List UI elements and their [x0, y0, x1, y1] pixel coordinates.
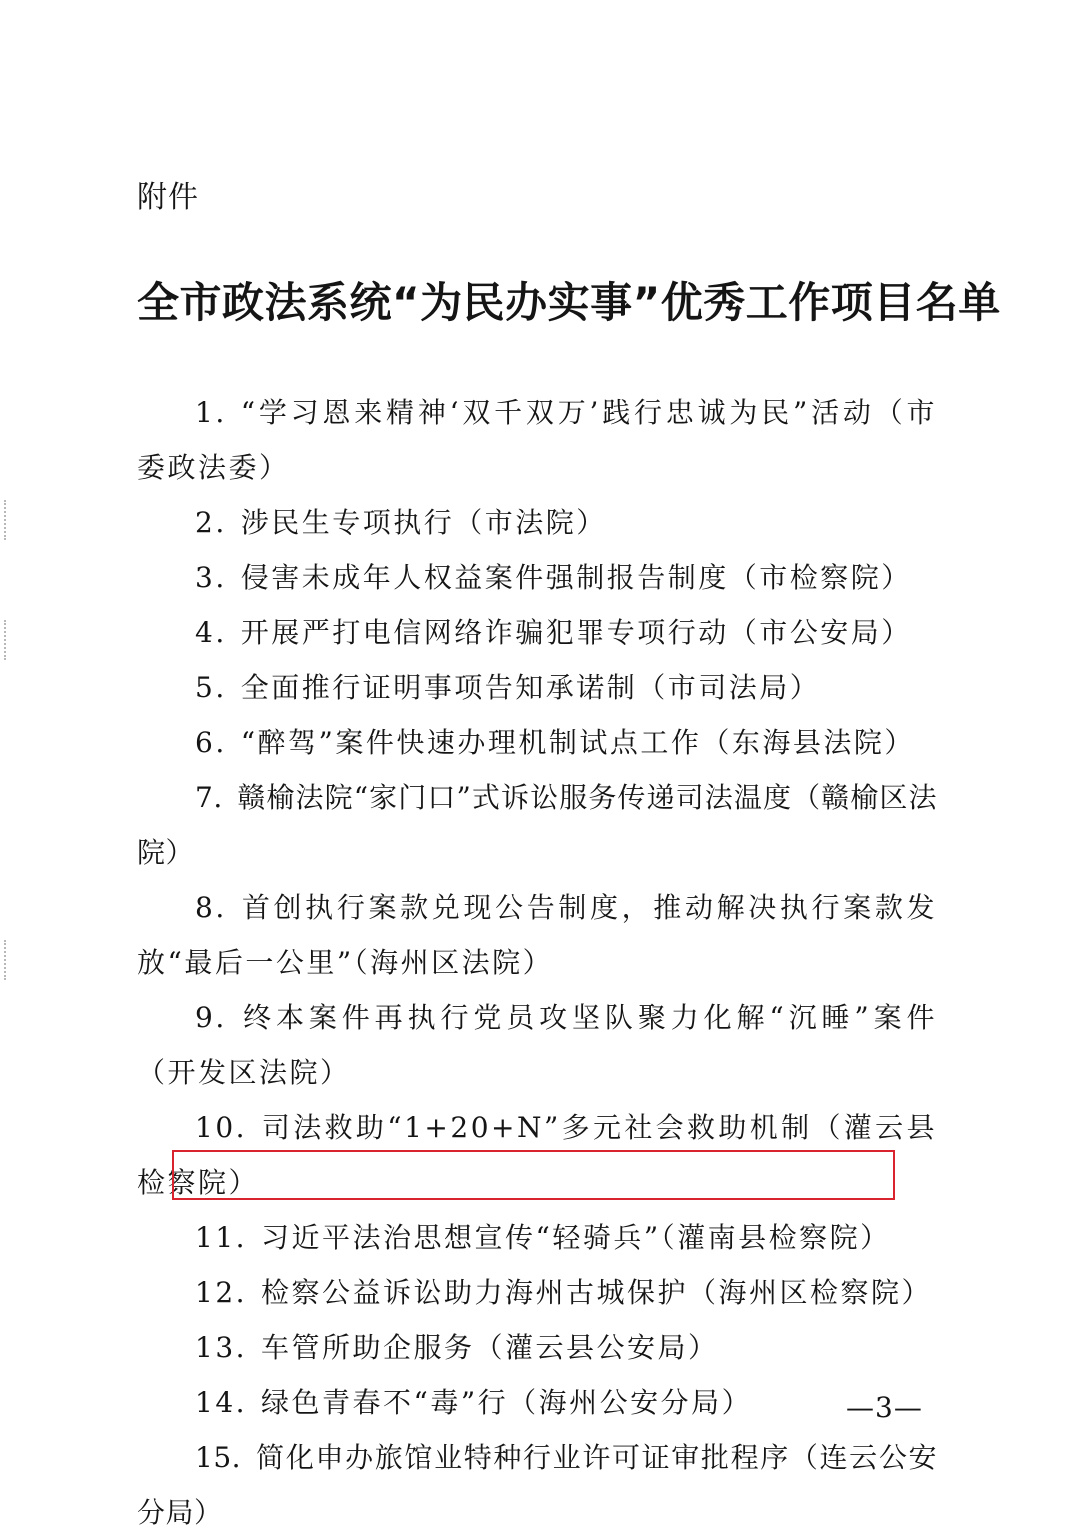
item-text: 涉民生专项执行（市法院） [240, 506, 607, 539]
item-number: 2. [195, 506, 227, 539]
item-text: 习近平法治思想宣传“轻骑兵”（灌南县检察院） [261, 1221, 891, 1254]
item-text: 车管所助企服务（灌云县公安局） [261, 1331, 719, 1364]
list-item [137, 550, 937, 605]
item-number: 6. [195, 726, 227, 759]
item-number: 11. [195, 1221, 248, 1254]
item-text: “学习恩来精神‘双千双万’践行忠诚为民”活动（市委政法委） [137, 396, 937, 484]
list-item [137, 1210, 937, 1265]
highlight-box [172, 1150, 895, 1200]
list-item [137, 495, 937, 550]
item-number: 14. [195, 1386, 248, 1419]
list-item [137, 990, 937, 1100]
list-item [137, 770, 937, 880]
scan-edge-dots [4, 940, 8, 980]
item-number: 10. [195, 1111, 248, 1144]
list-item [137, 1320, 937, 1375]
list-item [137, 1430, 937, 1540]
item-number: 13. [195, 1331, 248, 1364]
list-item [137, 605, 937, 660]
item-number: 15. [195, 1441, 242, 1474]
item-number: 12. [195, 1276, 248, 1309]
scan-edge-dots [4, 620, 8, 660]
list-item-highlighted [137, 1265, 937, 1320]
item-number: 1. [195, 396, 227, 429]
list-item [137, 715, 937, 770]
item-number: 8. [195, 891, 227, 924]
item-text: 开展严打电信网络诈骗犯罪专项行动（市公安局） [240, 616, 912, 649]
item-number: 9. [195, 1001, 227, 1034]
item-number: 5. [195, 671, 227, 704]
list-item [137, 1375, 937, 1430]
item-text: 赣榆法院“家门口”式诉讼服务传递司法温度（赣榆区法院） [137, 781, 937, 869]
item-text: 简化申办旅馆业特种行业许可证审批程序（连云公安分局） [137, 1441, 937, 1529]
attachment-label: 附件 [137, 180, 199, 215]
item-text: 全面推行证明事项告知承诺制（市司法局） [240, 671, 821, 704]
project-list [137, 385, 937, 1540]
item-text: 终本案件再执行党员攻坚队聚力化解“沉睡”案件（开发区法院） [137, 1001, 937, 1089]
item-text: 司法救助“1+20+N”多元社会救助机制（灌云县检察院） [137, 1111, 937, 1199]
scan-edge-dots [4, 500, 8, 540]
item-text: “醉驾”案件快速办理机制试点工作（东海县法院） [240, 726, 915, 759]
page-number: —3— [846, 1391, 923, 1424]
item-text: 检察公益诉讼助力海州古城保护（海州区检察院） [261, 1276, 933, 1309]
item-number: 7. [195, 781, 223, 814]
item-text: 首创执行案款兑现公告制度，推动解决执行案款发放“最后一公里”（海州区法院） [137, 891, 937, 979]
list-item [137, 385, 937, 495]
list-item [137, 880, 937, 990]
list-item [137, 660, 937, 715]
item-number: 3. [195, 561, 227, 594]
item-text: 侵害未成年人权益案件强制报告制度（市检察院） [240, 561, 912, 594]
item-text: 绿色青春不“毒”行（海州公安分局） [261, 1386, 753, 1419]
item-number: 4. [195, 616, 227, 649]
document-title: 全市政法系统“为民办实事”优秀工作项目名单 [137, 278, 1001, 327]
